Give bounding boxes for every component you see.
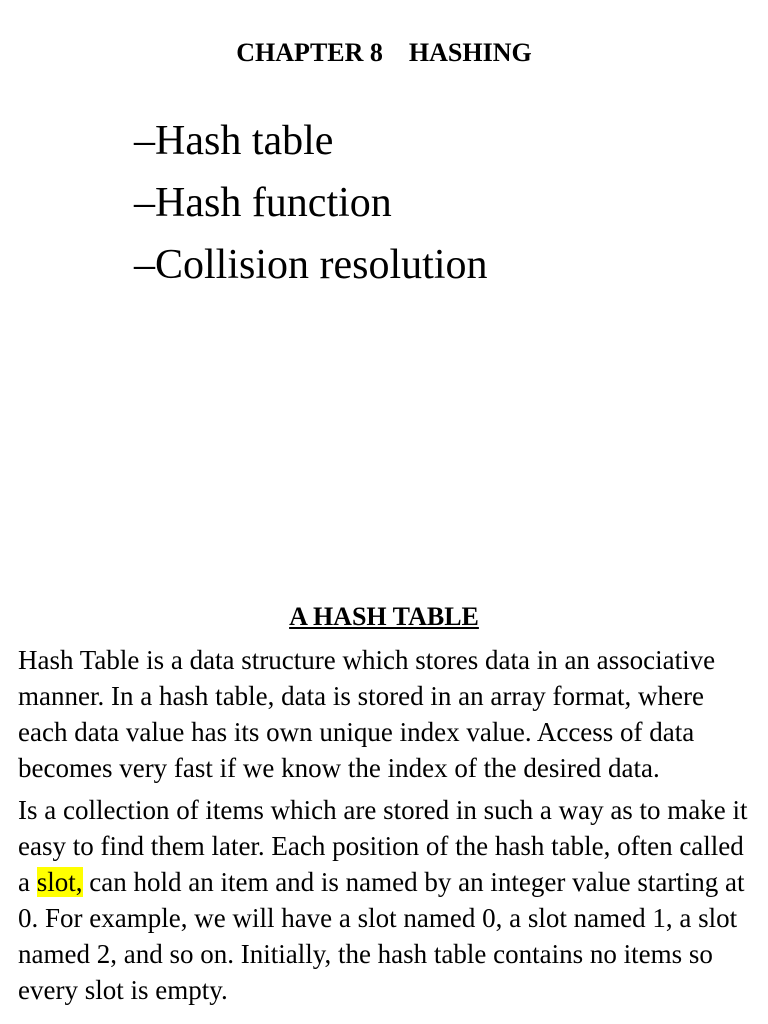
paragraph-collection-end: can hold an item and is named by an integer value starting at 0. For example, we will have a slot named 0, a slot named 1, a slot named 2, and so on. Initially, the hash table contains no items so every slot is empty. <box>18 867 745 1005</box>
chapter-title: CHAPTER 8 HASHING <box>236 38 532 67</box>
topic-item-hash-function: –Hash function <box>134 180 392 226</box>
paragraph-definition: Hash Table is a data structure which stores data in an associative manner. In a hash table, data is stored in an array format, where each data value has its own unique index value. Access of data becomes very fast if we know the index of the desired data. <box>18 645 716 783</box>
topic-item-collision-resolution: –Collision resolution <box>134 242 488 288</box>
body-text <box>18 642 754 1014</box>
paragraph-collection <box>18 792 754 1008</box>
paragraph-collection-start: Is a collection of items which are stored in such a way as to make it easy to find them later. Each position of the hash table, often called a <box>18 795 748 897</box>
topic-list <box>134 110 488 296</box>
section-heading: A HASH TABLE <box>289 602 479 631</box>
highlighted-term-slot: slot, <box>36 867 83 897</box>
topic-item-hash-table: –Hash table <box>134 118 334 164</box>
